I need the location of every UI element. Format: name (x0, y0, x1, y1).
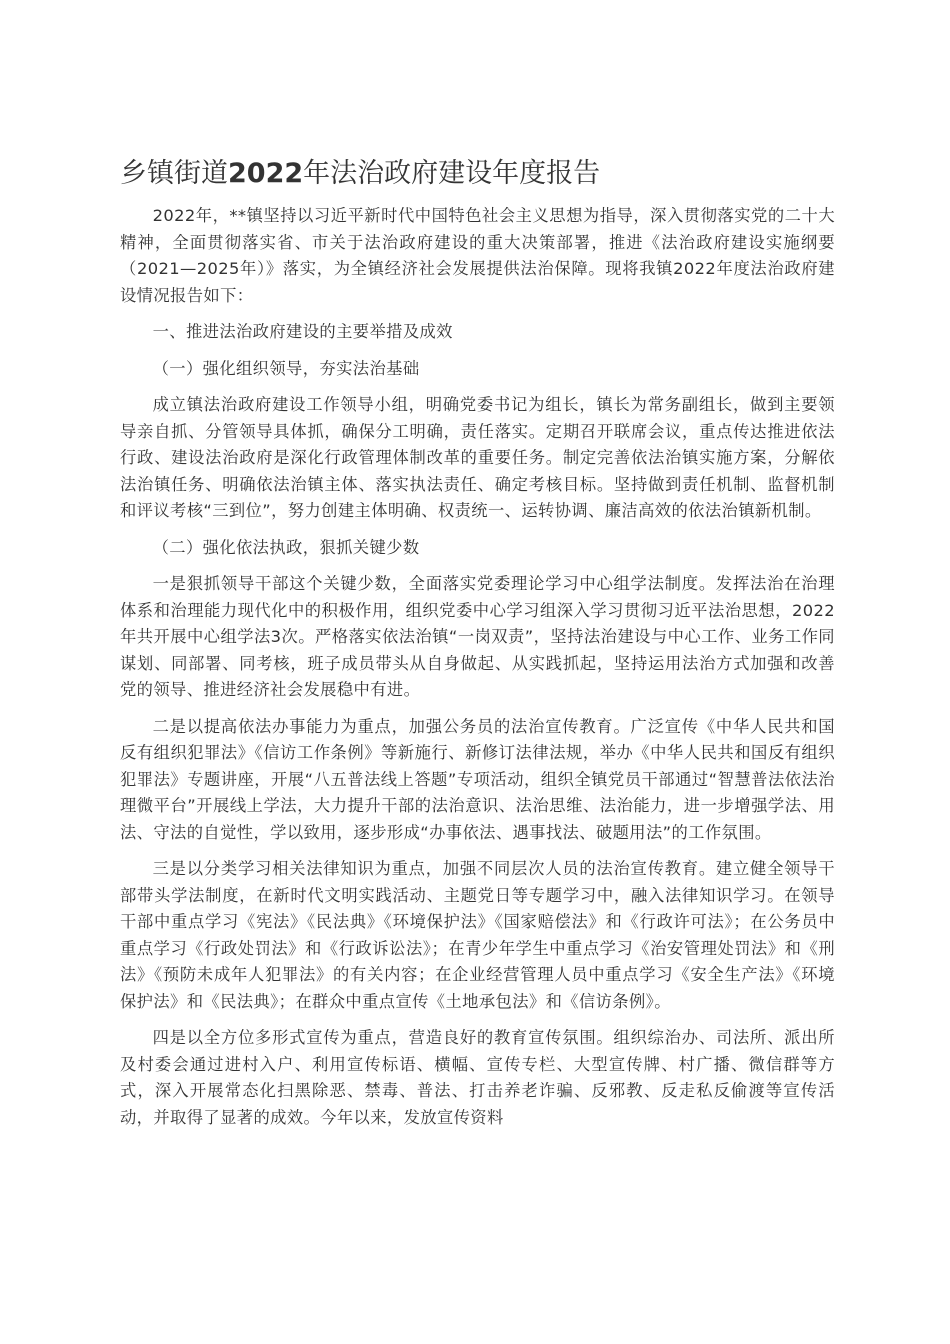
subsection-2-paragraph-1: 一是狠抓领导干部这个关键少数，全面落实党委理论学习中心组学法制度。发挥法治在治理体系和治理能力现代化中的积极作用，组织党委中心学习组深入学习贯彻习近平法治思想，2022年共开展中心组学法3次。严格落实依法治镇“一岗双责”，坚持法治建设与中心工作、业务工作同谋划、同部署、同考核，班子成员带头从自身做起、从实践抓起，坚持运用法治方式加强和改善党的领导、推进经济社会发展稳中有进。 (120, 574, 835, 699)
document-title (120, 154, 840, 194)
subsection-2-paragraph-3: 三是以分类学习相关法律知识为重点，加强不同层次人员的法治宣传教育。建立健全领导干部带头学法制度，在新时代文明实践活动、主题党日等专题学习中，融入法律知识学习。在领导干部中重点学习《宪法》《民法典》《环境保护法》《国家赔偿法》和《行政许可法》；在公务员中重点学习《行政处罚法》和《行政诉讼法》；在青少年学生中重点学习《治安管理处罚法》和《刑法》《预防未成年人犯罪法》的有关内容；在企业经营管理人员中重点学习《安全生产法》《环境保护法》和《民法典》；在群众中重点宣传《土地承包法》和《信访条例》。 (120, 859, 835, 1011)
subsection-2-paragraph-2: 二是以提高依法办事能力为重点，加强公务员的法治宣传教育。广泛宣传《中华人民共和国反有组织犯罪法》《信访工作条例》等新施行、新修订法律法规，举办《中华人民共和国反有组织犯罪法》专题讲座，开展“八五普法线上答题”专项活动，组织全镇党员干部通过“智慧普法依法治理微平台”开展线上学法，大力提升干部的法治意识、法治思维、法治能力，进一步增强学法、用法、守法的自觉性，学以致用，逐步形成“办事依法、遇事找法、破题用法”的工作氛围。 (120, 716, 835, 842)
subsection-1-paragraph: 成立镇法治政府建设工作领导小组，明确党委书记为组长，镇长为常务副组长，做到主要领导亲自抓、分管领导具体抓，确保分工明确，责任落实。定期召开联席会议，重点传达推进依法行政、建设法治政府是深化行政管理体制改革的重要任务。制定完善依法治镇实施方案，分解依法治镇任务、明确依法治镇主体、落实执法责任、确定考核目标。坚持做到责任机制、监督机制和评议考核“三到位”，努力创建主体明确、权责统一、运转协调、廉洁高效的依法治镇新机制。 (120, 395, 835, 520)
document-body (120, 203, 835, 1141)
subsection-2-paragraph-4: 四是以全方位多形式宣传为重点，营造良好的教育宣传氛围。组织综治办、司法所、派出所及村委会通过进村入户、利用宣传标语、横幅、宣传专栏、大型宣传牌、村广播、微信群等方式，深入开展常态化扫黑除恶、禁毒、普法、打击养老诈骗、反邪教、反走私反偷渡等宣传活动，并取得了显著的成效。今年以来，发放宣传资料 (120, 1028, 835, 1127)
title-year: 2022 (228, 158, 304, 189)
subsection-heading-1: （一）强化组织领导，夯实法治基础 (152, 358, 420, 378)
title-suffix: 年法治政府建设年度报告 (303, 158, 601, 189)
subsection-heading-2: （二）强化依法执政，狠抓关键少数 (152, 537, 420, 557)
section-heading-1: 一、推进法治政府建设的主要举措及成效 (152, 322, 453, 341)
title-prefix: 乡镇街道 (120, 158, 228, 189)
intro-paragraph: 2022年，**镇坚持以习近平新时代中国特色社会主义思想为指导，深入贯彻落实党的二十大精神，全面贯彻落实省、市关于法治政府建设的重大决策部署，推进《法治政府建设实施纲要（2021—2025年）》落实，为全镇经济社会发展提供法治保障。现将我镇2022年度法治政府建设情况报告如下： (120, 206, 835, 305)
